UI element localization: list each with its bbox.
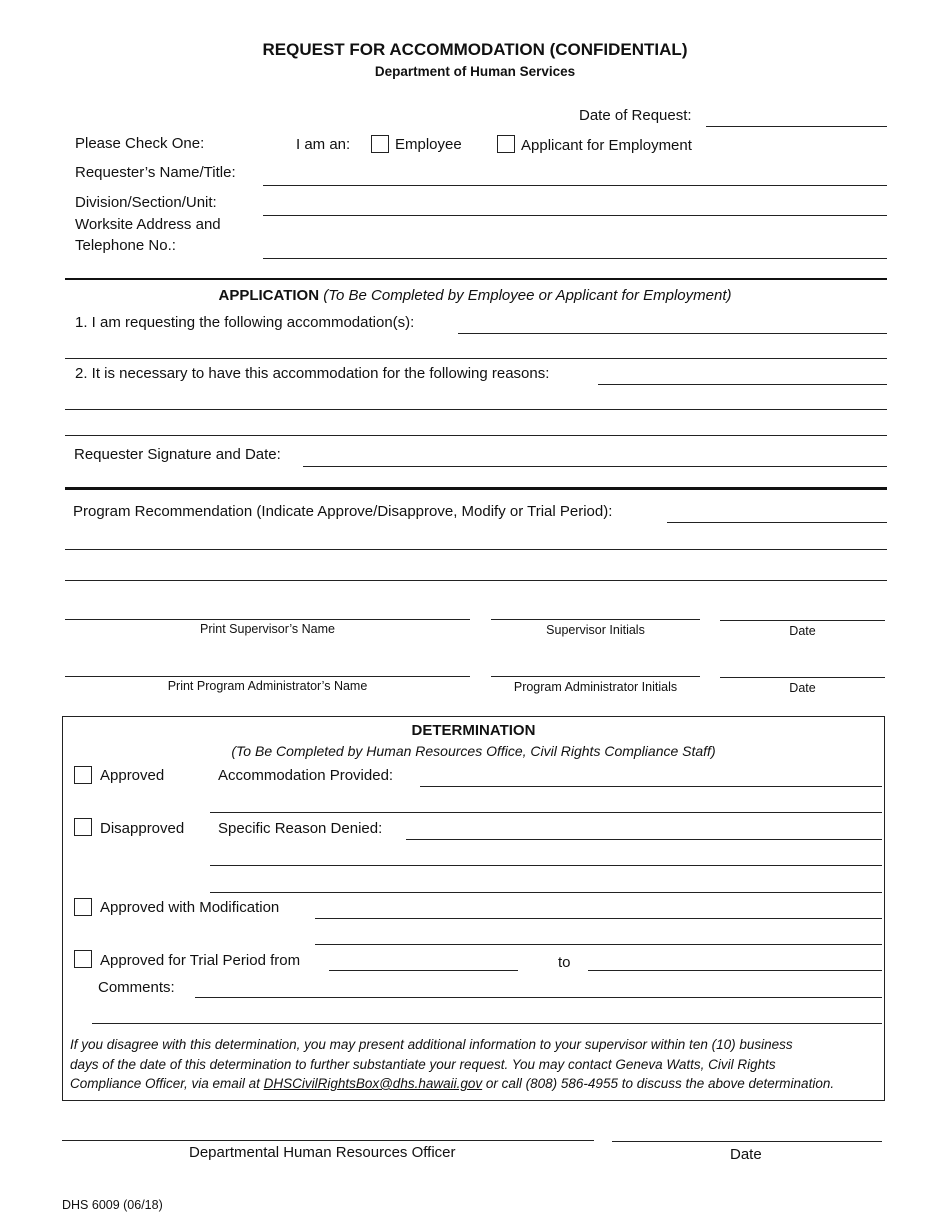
please-check-one-label: Please Check One:: [75, 135, 205, 152]
civil-rights-email-link[interactable]: DHSCivilRightsBox@dhs.hawaii.gov: [263, 1076, 483, 1091]
trial-to-field[interactable]: [588, 970, 882, 971]
notice-line-3-end: or call (808) 586-4955 to discuss the above determination.: [482, 1076, 835, 1091]
signature-field[interactable]: [303, 466, 887, 467]
hr-officer-date-field[interactable]: [612, 1141, 882, 1142]
applicant-checkbox[interactable]: [497, 135, 515, 153]
date-of-request-label: Date of Request:: [579, 107, 692, 124]
accommodation-provided-field-2[interactable]: [210, 812, 882, 813]
admin-date-caption: Date: [789, 681, 816, 695]
worksite-label-line1: Worksite Address and: [75, 216, 221, 233]
form-subtitle: Department of Human Services: [374, 64, 576, 79]
program-recommendation-label: Program Recommendation (Indicate Approve/Disapprove, Modify or Trial Period):: [73, 503, 613, 520]
section-divider-2: [65, 487, 887, 490]
worksite-field[interactable]: [263, 258, 887, 259]
question-1: 1. I am requesting the following accommodation(s):: [75, 314, 415, 331]
admin-name-field[interactable]: [65, 676, 470, 677]
application-heading-bold: APPLICATION: [218, 287, 320, 304]
approved-modification-label: Approved with Modification: [100, 899, 280, 916]
application-heading: [0, 287, 950, 305]
application-heading-italic: (To Be Completed by Employee or Applicant for Employment): [323, 287, 732, 304]
trial-from-field[interactable]: [329, 970, 518, 971]
approved-trial-checkbox[interactable]: [74, 950, 92, 968]
notice-line-1: If you disagree with this determination, you may present additional information to your supervisor within ten (10) business: [70, 1037, 793, 1052]
approved-modification-checkbox[interactable]: [74, 898, 92, 916]
hr-officer-date-caption: Date: [730, 1146, 762, 1163]
hr-officer-signature-field[interactable]: [62, 1140, 594, 1141]
supervisor-date-field[interactable]: [720, 620, 885, 621]
notice-line-2: days of the date of this determination to further substantiate your request. You may contact Geneva Watts, Civil Rights: [70, 1057, 776, 1072]
admin-date-field[interactable]: [720, 677, 885, 678]
name-title-field[interactable]: [263, 185, 887, 186]
division-label: Division/Section/Unit:: [75, 194, 217, 211]
supervisor-initials-caption: Supervisor Initials: [546, 623, 645, 637]
date-of-request-field[interactable]: [706, 126, 887, 127]
form-id: DHS 6009 (06/18): [62, 1198, 163, 1212]
question-2-field[interactable]: [598, 384, 887, 385]
supervisor-name-field[interactable]: [65, 619, 470, 620]
reason-denied-field-2[interactable]: [210, 865, 882, 866]
question-2-field-2[interactable]: [65, 409, 887, 410]
signature-label: Requester Signature and Date:: [74, 446, 281, 463]
accommodation-provided-field[interactable]: [420, 786, 882, 787]
section-divider-1: [65, 278, 887, 280]
admin-initials-field[interactable]: [491, 676, 700, 677]
trial-to-label: to: [558, 954, 571, 971]
program-recommendation-field-3[interactable]: [65, 580, 887, 581]
program-recommendation-field-2[interactable]: [65, 549, 887, 550]
employee-checkbox[interactable]: [371, 135, 389, 153]
approved-modification-field-2[interactable]: [315, 944, 882, 945]
accommodation-provided-label: Accommodation Provided:: [218, 767, 394, 784]
question-2-field-3[interactable]: [65, 435, 887, 436]
form-title: REQUEST FOR ACCOMMODATION (CONFIDENTIAL): [262, 40, 688, 59]
question-2: 2. It is necessary to have this accommodation for the following reasons:: [75, 365, 550, 382]
approved-modification-field[interactable]: [315, 918, 882, 919]
determination-heading: DETERMINATION: [411, 722, 536, 739]
program-recommendation-field[interactable]: [667, 522, 887, 523]
admin-initials-caption: Program Administrator Initials: [513, 680, 678, 694]
reason-denied-label: Specific Reason Denied:: [218, 820, 383, 837]
supervisor-name-caption: Print Supervisor’s Name: [199, 622, 335, 636]
worksite-label-line2: Telephone No.:: [75, 237, 176, 254]
supervisor-date-caption: Date: [789, 624, 816, 638]
question-1-field-2[interactable]: [65, 358, 887, 359]
approved-label: Approved: [100, 767, 165, 784]
comments-field[interactable]: [195, 997, 882, 998]
approved-trial-label: Approved for Trial Period from: [100, 952, 301, 969]
comments-label: Comments:: [98, 979, 175, 996]
question-1-field[interactable]: [458, 333, 887, 334]
admin-name-caption: Print Program Administrator’s Name: [167, 679, 368, 693]
supervisor-initials-field[interactable]: [491, 619, 700, 620]
reason-denied-field[interactable]: [406, 839, 882, 840]
i-am-an-label: I am an:: [296, 136, 351, 153]
name-title-label: Requester’s Name/Title:: [75, 164, 236, 181]
comments-field-2[interactable]: [92, 1023, 882, 1024]
employee-label: Employee: [395, 136, 462, 153]
disapproved-checkbox[interactable]: [74, 818, 92, 836]
approved-checkbox[interactable]: [74, 766, 92, 784]
disapproved-label: Disapproved: [100, 820, 185, 837]
hr-officer-caption: Departmental Human Resources Officer: [189, 1144, 456, 1161]
notice-line-3: [70, 1075, 834, 1093]
notice-line-3-start: Compliance Officer, via email at: [70, 1076, 264, 1091]
applicant-label: Applicant for Employment: [521, 137, 692, 154]
division-field[interactable]: [263, 215, 887, 216]
reason-denied-field-3[interactable]: [210, 892, 882, 893]
determination-subheading: (To Be Completed by Human Resources Office, Civil Rights Compliance Staff): [231, 743, 716, 759]
